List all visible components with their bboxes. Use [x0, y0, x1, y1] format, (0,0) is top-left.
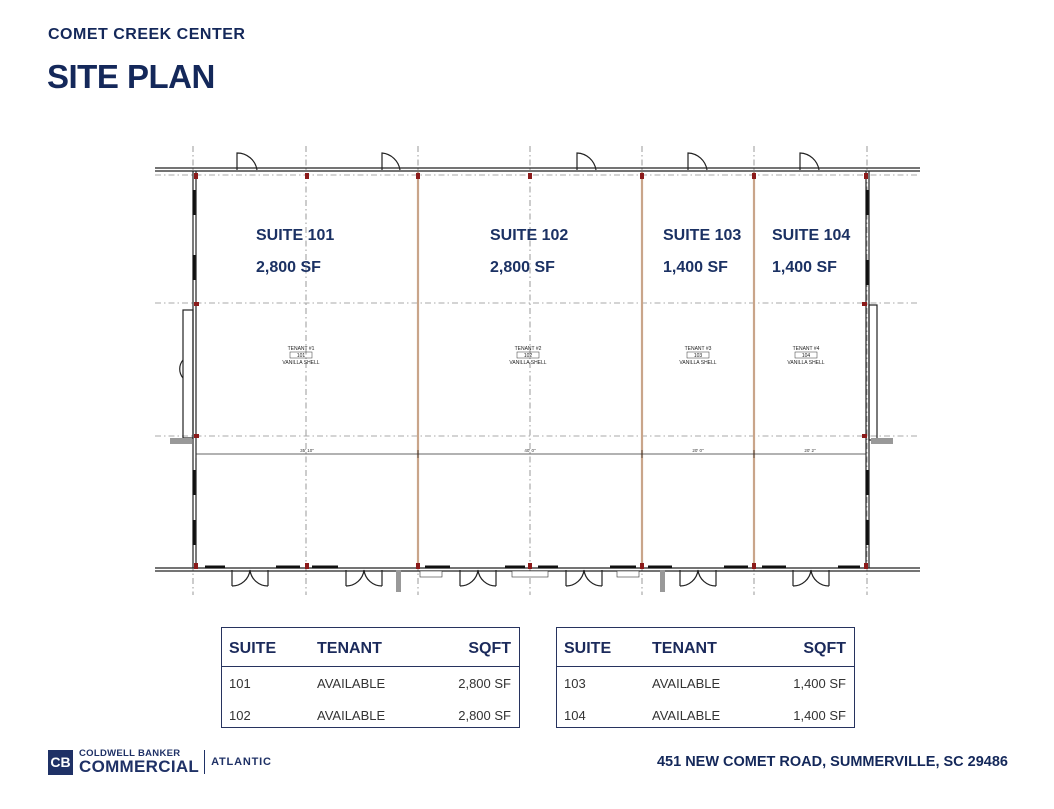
logo-line2: COMMERCIAL: [79, 757, 200, 777]
cell-tenant: AVAILABLE: [317, 675, 386, 691]
col-sqft: SQFT: [803, 640, 846, 657]
cell-sqft: 2,800 SF: [458, 675, 511, 691]
cell-tenant: AVAILABLE: [652, 675, 721, 691]
tenant-tag-label: TENANT #2: [514, 346, 542, 352]
table-header-row: [557, 628, 854, 660]
tenant-tag-2: [509, 346, 546, 366]
table-row: [222, 667, 519, 700]
tenant-tag-shell: VANILLA SHELL: [679, 360, 717, 366]
logo-line1: COLDWELL BANKER: [79, 747, 181, 759]
cell-suite: 104: [564, 707, 586, 723]
suite-104-sf: 1,400 SF: [772, 259, 837, 276]
suite-102-sf: 2,800 SF: [490, 259, 555, 276]
suite-104-name: SUITE 104: [772, 227, 851, 244]
tenant-tag-label: TENANT #4: [792, 346, 820, 352]
suite-103-name: SUITE 103: [663, 227, 742, 244]
logo-divider: [204, 750, 205, 774]
suite-102-name: SUITE 102: [490, 227, 569, 244]
cell-tenant: AVAILABLE: [317, 707, 386, 723]
company-logo: [48, 748, 272, 776]
tenant-tag-3: [679, 346, 716, 366]
col-tenant: TENANT: [317, 640, 382, 657]
tenant-tag-unit: 101: [296, 353, 306, 359]
suite-101-name: SUITE 101: [256, 227, 335, 244]
col-tenant: TENANT: [652, 640, 717, 657]
table-row: [557, 699, 854, 731]
suite-table-left: [221, 627, 520, 728]
table-header-row: [222, 628, 519, 660]
suite-103-sf: 1,400 SF: [663, 259, 728, 276]
tenant-tag-unit: 102: [523, 353, 533, 359]
cell-suite: 102: [229, 707, 251, 723]
page-title: SITE PLAN: [47, 58, 215, 95]
col-suite: SUITE: [564, 640, 612, 657]
col-suite: SUITE: [229, 640, 277, 657]
suite-101-sf: 2,800 SF: [256, 259, 321, 276]
tenant-tag-shell: VANILLA SHELL: [282, 360, 320, 366]
logo-mark: CB: [48, 750, 73, 775]
tenant-tag-unit: 103: [693, 353, 703, 359]
dimension-label-104: 20' 2": [804, 448, 816, 453]
tenant-tag-shell: VANILLA SHELL: [787, 360, 825, 366]
cell-sqft: 1,400 SF: [793, 707, 846, 723]
table-row: [557, 667, 854, 700]
tenant-tag-label: TENANT #1: [287, 346, 315, 352]
tenant-tag-label: TENANT #3: [684, 346, 712, 352]
cell-suite: 103: [564, 675, 586, 691]
cell-sqft: 1,400 SF: [793, 675, 846, 691]
dimension-label-103: 20' 0": [692, 448, 704, 453]
dimension-label-102: 40' 0": [524, 448, 536, 453]
col-sqft: SQFT: [468, 640, 511, 657]
table-row: [222, 699, 519, 731]
suite-table-right: [556, 627, 855, 728]
tenant-tag-1: [282, 346, 319, 366]
cell-sqft: 2,800 SF: [458, 707, 511, 723]
dimension-label-101: 35' 10": [300, 448, 314, 453]
cell-tenant: AVAILABLE: [652, 707, 721, 723]
tenant-tag-unit: 104: [801, 353, 811, 359]
property-address: 451 NEW COMET ROAD, SUMMERVILLE, SC 29486: [656, 754, 1008, 770]
cell-suite: 101: [229, 675, 251, 691]
logo-region: ATLANTIC: [211, 756, 272, 768]
property-name: COMET CREEK CENTER: [48, 26, 246, 43]
tenant-tag-4: [787, 346, 824, 366]
tenant-tag-shell: VANILLA SHELL: [509, 360, 547, 366]
